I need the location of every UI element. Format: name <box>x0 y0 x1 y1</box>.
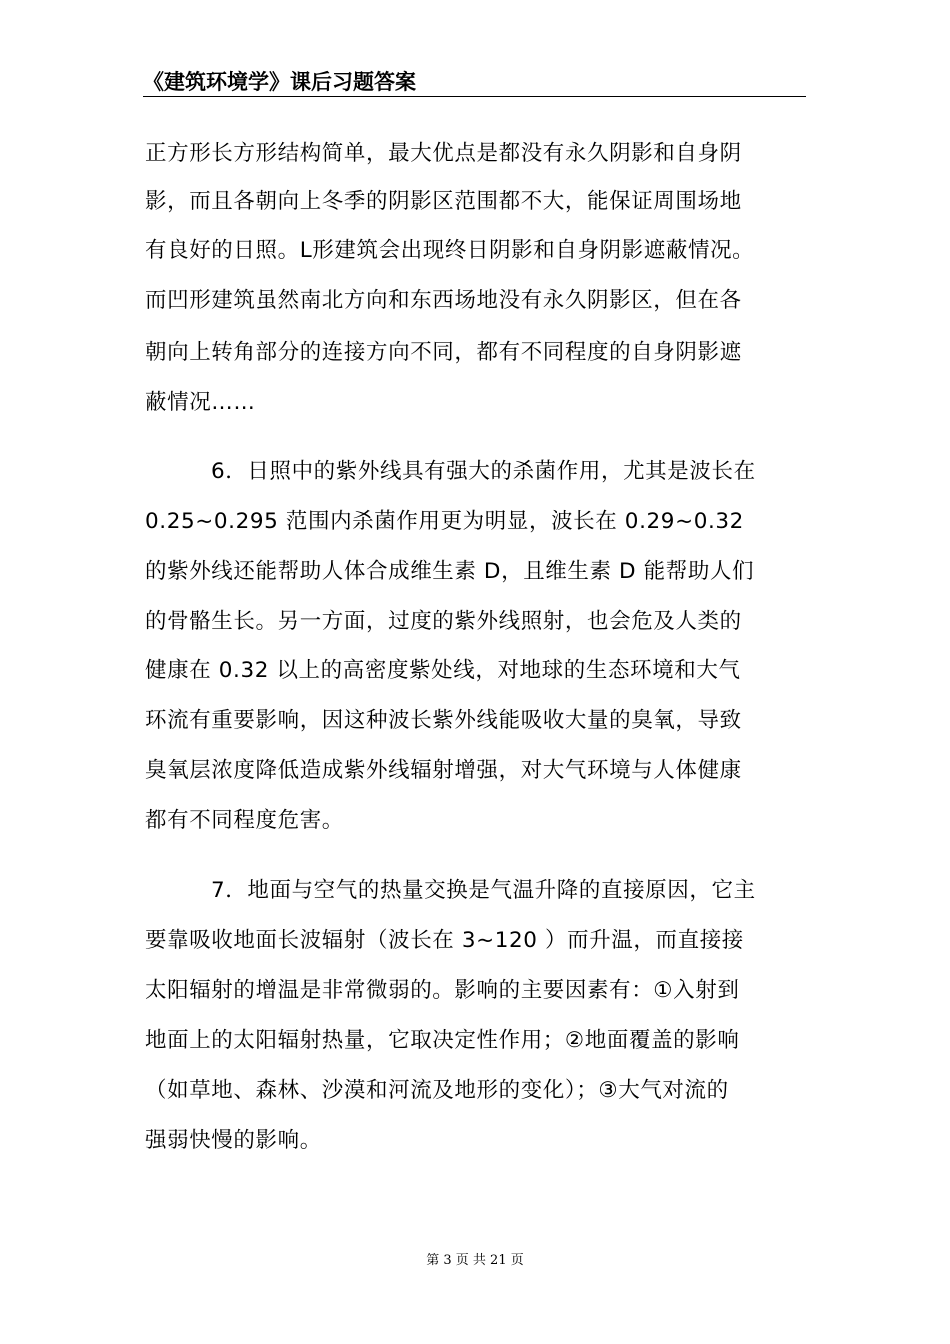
paragraph-2-line-2: 0.25~0.295 范围内杀菌作用更为明显，波长在 0.29~0.32 <box>145 509 744 534</box>
paragraph-3-line-1: 7．地面与空气的热量交换是气温升降的直接原因，它主 <box>211 878 756 903</box>
paragraph-1-line-1: 正方形长方形结构简单，最大优点是都没有永久阴影和自身阴 <box>145 141 742 166</box>
paragraph-2-line-4: 的骨骼生长。另一方面，过度的紫外线照射，也会危及人类的 <box>145 609 742 634</box>
page-header <box>143 68 806 97</box>
paragraph-1-line-2: 影，而且各朝向上冬季的阴影区范围都不大，能保证周围场地 <box>145 189 742 214</box>
paragraph-3-line-5: （如草地、森林、沙漠和河流及地形的变化）；③大气对流的 <box>145 1078 729 1103</box>
page-number-footer: 第 3 页 共 21 页 <box>426 1253 524 1268</box>
paragraph-2-line-5: 健康在 0.32 以上的高密度紫处线，对地球的生态环境和大气 <box>145 658 741 683</box>
paragraph-2-line-8: 都有不同程度危害。 <box>145 808 344 833</box>
paragraph-1-line-4: 而凹形建筑虽然南北方向和东西场地没有永久阴影区，但在各 <box>145 288 742 313</box>
paragraph-1-line-3: 有良好的日照。L形建筑会出现终日阴影和自身阴影遮蔽情况。 <box>145 238 755 263</box>
paragraph-2-line-3: 的紫外线还能帮助人体合成维生素 D，且维生素 D 能帮助人们 <box>145 559 755 584</box>
paragraph-3-line-3: 太阳辐射的增温是非常微弱的。影响的主要因素有：①入射到 <box>145 978 740 1003</box>
paragraph-3-line-2: 要靠吸收地面长波辐射（波长在 3~120 ）而升温，而直接接 <box>145 928 744 953</box>
document-title: 《建筑环境学》课后习题答案 <box>143 70 416 94</box>
paragraph-2-line-6: 环流有重要影响，因这种波长紫外线能吸收大量的臭氧，导致 <box>145 708 742 733</box>
paragraph-3-line-4: 地面上的太阳辐射热量，它取决定性作用；②地面覆盖的影响 <box>145 1028 740 1053</box>
paragraph-3-line-6: 强弱快慢的影响。 <box>145 1128 322 1153</box>
paragraph-1-line-5: 朝向上转角部分的连接方向不同，都有不同程度的自身阴影遮 <box>145 340 742 365</box>
paragraph-1-line-6: 蔽情况…… <box>145 390 256 415</box>
paragraph-2-line-7: 臭氧层浓度降低造成紫外线辐射增强，对大气环境与人体健康 <box>145 758 742 783</box>
paragraph-2-line-1: 6．日照中的紫外线具有强大的杀菌作用，尤其是波长在 <box>211 459 756 484</box>
